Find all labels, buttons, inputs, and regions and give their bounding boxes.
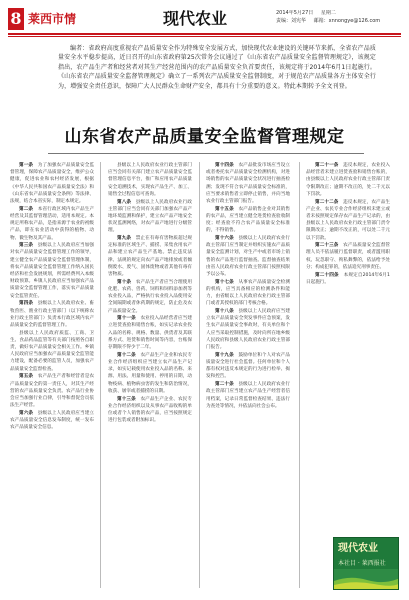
article-text: 县级以上人民政府农业行政主管部门应当制定并组织实施农产品质量安全监测计划，对生产中或者市场上销售的农产品进行监督抽查。监督抽查结果由省人民政府农业行政主管部门按照权限予以公布。 [206, 236, 290, 278]
article-number: 第三条 [19, 243, 34, 249]
article-text: 农业投入品经营者应当建立进货查验和销售台账，如实记录农业投入品的名称、规格、数量、供货者及其联系方式、进货和销售时间等内容，台账保存期限不得少于二年。 [108, 316, 192, 351]
article-paragraph [206, 352, 290, 381]
article-number: 第二十四条 [315, 272, 339, 278]
article-number: 第四条 [19, 301, 34, 307]
article-number: 第十条 [117, 279, 132, 285]
editor-email: 邮箱：xnnongye@126.com [313, 17, 381, 24]
article-paragraph [206, 206, 290, 235]
field-illustration-icon [334, 569, 399, 589]
article-text: 本规定自2014年6月1日起施行。 [306, 272, 390, 285]
article-number: 第六条 [19, 410, 34, 416]
article-text: 从事农产品质量安全检测的机构，应当具备相应的检测条件和能力，由省级以上人民政府农业行政主管部门或者其授权的部门考核合格。 [206, 279, 290, 307]
article-paragraph [108, 279, 192, 315]
editor-credit: 责编：刘宪华 [276, 17, 307, 24]
article-number: 第二十条 [215, 382, 234, 388]
article-number: 第一条 [19, 163, 34, 168]
headline-divider [48, 153, 364, 154]
article-text: 鼓励单位和个人对农产品质量安全进行社会监督。任何单位和个人都有权对违反本规定的行为进行检举、揭发和控告。 [206, 352, 290, 380]
article-column-1 [10, 162, 94, 588]
article-headline: 山东省农产品质量安全监督管理规定 [64, 127, 345, 147]
article-paragraph [206, 162, 290, 205]
masthead [8, 8, 401, 34]
article-paragraph [10, 162, 94, 205]
article-text: 农产品销售企业对其销售的农产品，应当建立健全进货检查验收制度；经查验不符合农产品质量安全标准的，不得销售。 [206, 206, 290, 234]
header-divider [8, 33, 401, 35]
article-paragraph [108, 199, 192, 235]
article-number: 第二十二条 [315, 199, 339, 205]
article-paragraph [306, 242, 390, 271]
article-column-2 [108, 162, 192, 588]
article-number: 第九条 [117, 236, 132, 242]
column-divider [199, 162, 200, 588]
section-name: 莱西市情 [28, 12, 77, 26]
article-paragraph [10, 300, 94, 329]
issue-weekday: 星期二 [320, 10, 336, 16]
article-text: 县级以上人民政府应当加强对农产品质量安全监督管理工作的领导，建立健全农产品质量安全监督管理体制，将农产品质量安全监督管理工作纳入国民经济和社会发展规划，所需经费列入本级财政预算。乡镇人民政府应当加强农产品质量安全监督管理工作，落实农产品质量安全监管责任。 [10, 243, 94, 299]
article-text: 违反本规定，农业投入品经营者未建立进货查验和销售台账的，由县级以上人民政府农业行政主管部门责令限期改正；逾期不改正的，处二千元以下罚款。 [306, 163, 390, 197]
article-text: 农产品生产企业和农民专业合作经济组织应当建立农产品生产记录，如实记载使用农业投入品的名称、来源、用法、用量和使用、停用的日期，动物疫病、植物病虫害的发生和防治情况，收获、屠宰或者捕捞的日期。 [108, 352, 192, 394]
article-number: 第十七条 [215, 279, 234, 285]
article-text: 县级以上人民政府农业行政主管部门应当建立农产品生产经营者信用档案，记录日常监督检查结果、违法行为查处等情况，并依法向社会公布。 [206, 382, 290, 409]
promo-banner [333, 537, 399, 590]
article-number: 第二十一条 [315, 163, 339, 168]
article-text: 本省行政区域内农产品生产经营及其监督管理活动，适用本规定。本规定所称农产品，是指来源于农业的初级产品，即在农业活动中获得的植物、动物、微生物及其产品。 [10, 206, 94, 241]
article-paragraph [206, 308, 290, 351]
article-paragraph [206, 381, 290, 410]
article-text: 县级以上人民政府应当建立农产品质量安全突发事件应急预案，发生农产品质量安全事故时，有关单位和个人应当采取控制措施，及时向所在地乡级人民政府和县级人民政府农业行政主管部门报告。 [206, 309, 290, 351]
article-number: 第十一条 [117, 316, 136, 322]
article-column-4 [306, 162, 390, 530]
header-meta [276, 10, 402, 25]
article-paragraph [10, 206, 94, 242]
article-paragraph [108, 235, 192, 278]
article-paragraph [306, 162, 390, 198]
article-number: 第十八条 [215, 309, 234, 315]
article-paragraph [206, 235, 290, 278]
article-paragraph [108, 315, 192, 351]
article-number: 第十四条 [215, 163, 234, 168]
article-text: 农产品生产者和经营者是农产品质量安全的第一责任人，对其生产经营的农产品质量安全负责。农产品行业协会应当加强行业自律，引导和督促会员依法生产经营。 [10, 374, 94, 409]
article-column-3 [206, 162, 290, 588]
article-number: 第十五条 [215, 206, 234, 212]
article-text: 县级以上人民政府农业、畜牧兽医、渔业行政主管部门（以下统称农业行政主管部门）负责本行政区域内农产品质量安全的监督管理工作。 [10, 301, 94, 328]
article-paragraph [10, 330, 94, 373]
article-text: 县级以上人民政府农业行政主管部门应当会同有关部门建立农产品质量安全监督管理信息平台，推广和应用农产品质量安全追溯技术，实现农产品生产、加工、销售全过程信息可查询。 [108, 163, 192, 197]
article-number: 第十九条 [215, 352, 234, 358]
article-number: 第二条 [19, 206, 34, 212]
article-paragraph [10, 242, 94, 300]
article-paragraph [10, 373, 94, 409]
article-paragraph [306, 199, 390, 242]
page-title: 现代农业 [163, 9, 228, 28]
article-text: 农产品批发市场应当设立或者委托农产品质量安全检测机构，对进场销售的农产品质量安全状况进行抽查检测；发现不符合农产品质量安全标准的，应当要求销售者立即停止销售，并向当地农业行政主管部门报告。 [206, 163, 290, 205]
page-number: 8 [8, 8, 24, 30]
article-number: 第十二条 [117, 352, 136, 358]
article-text: 禁止在有毒有害物质超过规定标准的区域生产、捕捞、采集食用农产品和建立农产品生产基地。禁止违反法律、法规的规定向农产品产地排放或者倾倒废水、废气、固体废物或者其他有毒有害物质。 [108, 236, 192, 278]
article-text: 违反本规定，农产品生产企业、农民专业合作经济组织未建立或者未按照规定保存农产品生产记录的，由县级以上人民政府农业行政主管部门责令限期改正；逾期不改正的，可以处二千元以下罚款。 [306, 199, 390, 241]
article-text: 农产品质量安全监督管理人员不依法履行监督职责，或者滥用职权、玩忽职守、徇私舞弊的，依法给予处分；构成犯罪的，依法追究刑事责任。 [306, 243, 390, 270]
article-number: 第十三条 [117, 396, 136, 402]
article-text: 为了加强农产品质量安全监督管理，保障农产品质量安全，维护公众健康，促进农业和农村经济发展，根据《中华人民共和国农产品质量安全法》和《山东省农产品质量安全条例》等法律、法规，结合本省实际，制定本规定。 [10, 163, 94, 205]
article-paragraph [206, 279, 290, 308]
article-number: 第五条 [19, 374, 34, 380]
article-number: 第二十三条 [315, 243, 339, 249]
promo-subtitle: 本社目 · 莱西报社 [338, 560, 386, 567]
promo-title: 现代农业 [338, 543, 378, 554]
article-text: 农产品生产者应当合理使用化肥、农药、兽药、饲料和饲料添加剂等农业投入品，严格执行农业投入品使用安全间隔期或者休药期的规定，防止危及农产品质量安全。 [108, 279, 192, 314]
article-paragraph [108, 396, 192, 425]
article-paragraph [108, 352, 192, 395]
column-divider [100, 162, 101, 588]
article-text: 农产品生产企业、农民专业合作经济组织以及从事农产品收购的单位或者个人销售的农产品，应当按照规定进行包装或者附加标识。 [108, 396, 192, 424]
article-text: 县级以上人民政府农业行政主管部门应当会同有关部门加强农产品产地环境监测和保护，建立农产品产地安全状况监测网络，对农产品产地进行分级管理。 [108, 199, 192, 234]
article-text: 县级以上人民政府质监、工商、卫生、食品药品监管等有关部门按照各自职责，做好农产品质量安全相关工作。乡镇人民政府应当加强农产品质量安全监管能力建设，配备必要的监管人员，加强农产品质量安全监督检查。 [10, 330, 94, 372]
article-number: 第十六条 [215, 236, 234, 242]
article-paragraph [306, 272, 390, 286]
article-number: 第八条 [117, 199, 132, 205]
issue-date: 2014年5月27日 [276, 10, 314, 16]
header-divider-thin [8, 36, 401, 37]
article-text: 县级以上人民政府应当建立农产品质量安全信息发布制度，统一发布农产品质量安全信息。 [10, 410, 94, 431]
article-paragraph [108, 162, 192, 198]
editor-note: 编者：省政府高度重视农产品质量安全作为特殊安全发展方式，加快现代农业建设的关键环节来抓，全省农产品质量安全水平稳步提高，近日召开的山东省政府第25次常务会议通过了《山东省农产品质量安全监督管理规定》，该规定指出，农产品生产者和经营者对其生产经营范围内的农产品质量安全负首要责任，该规定将于2014年6月1日起施行。《山东省农产品质量安全监督管理规定》确立了一系列农产品质量安全监督制度，对于规范农产品质量各方主体安全行为，增强安全责任意识，保障广大人民群众生命财产安全，都具有十分重要的意义。特此本期转予全文刊登。 [58, 45, 376, 90]
column-divider [299, 162, 300, 588]
article-paragraph [10, 410, 94, 432]
